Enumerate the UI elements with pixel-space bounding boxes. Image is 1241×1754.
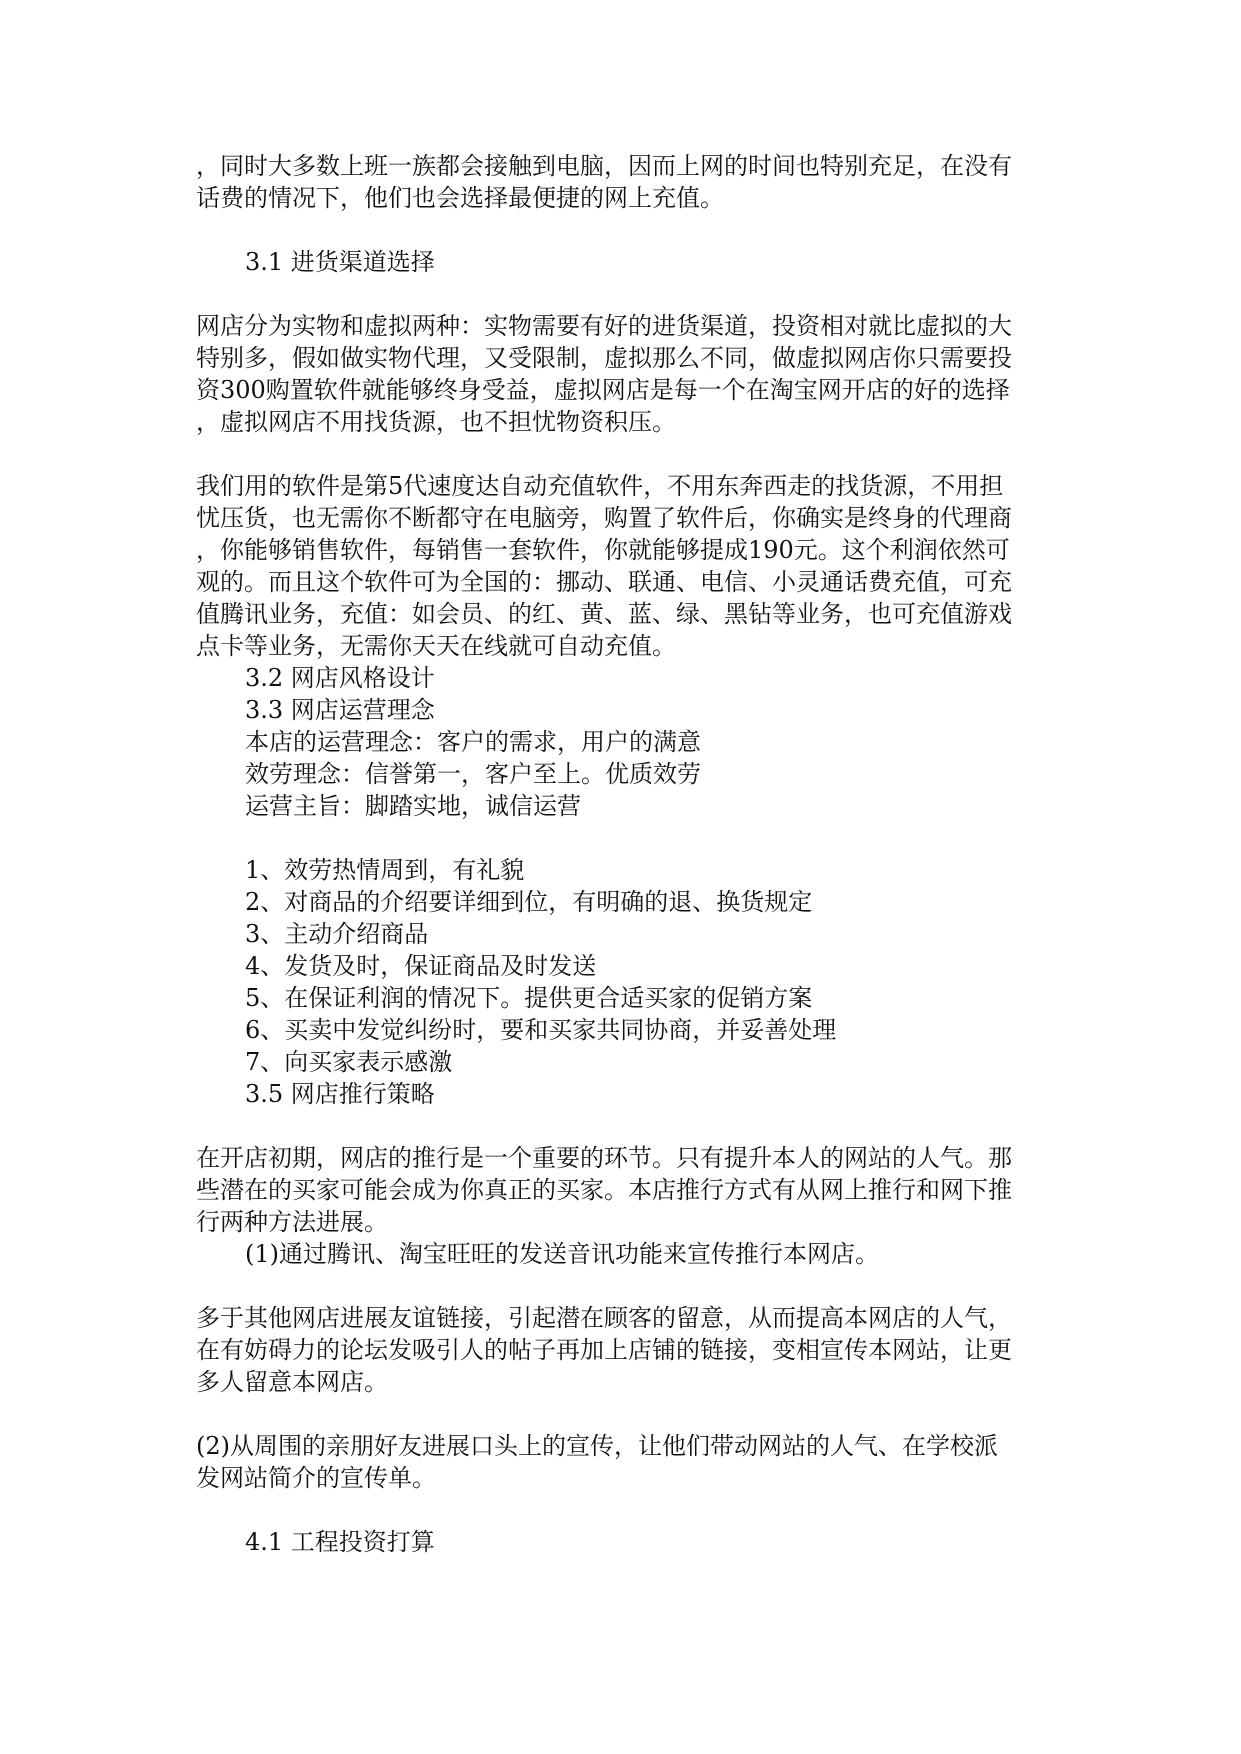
text-line: 7、向买家表示感激 [245,1048,453,1076]
paragraph [196,1430,1056,1494]
text-line: 3、主动介绍商品 [245,920,429,948]
text-line: 在开店初期，网店的推行是一个重要的环节。只有提升本人的网站的人气。那 [196,1144,1012,1172]
text-line: 行两种方法进展。 [196,1208,388,1236]
text-line: 话费的情况下，他们也会选择最便捷的网上充值。 [196,184,724,212]
text-line: 6、买卖中发觉纠纷时，要和买家共同协商，并妥善处理 [245,1016,837,1044]
text-line: 本店的运营理念：客户的需求，用户的满意 [245,728,701,756]
paragraph [196,150,1056,214]
paragraph [196,246,1056,278]
text-line: 3.5 网店推行策略 [245,1080,435,1108]
text-line: 2、对商品的介绍要详细到位，有明确的退、换货规定 [245,888,813,916]
text-line: 3.2 网店风格设计 [245,664,435,692]
paragraph [196,1238,1056,1270]
text-line: ，你能够销售软件，每销售一套软件，你就能够提成190元。这个利润依然可 [196,536,1010,564]
text-line: 特别多，假如做实物代理，又受限制，虚拟那么不同，做虚拟网店你只需要投 [196,344,1012,372]
text-line: 5、在保证利润的情况下。提供更合适买家的促销方案 [245,984,813,1012]
text-line: 观的。而且这个软件可为全国的：挪动、联通、电信、小灵通话费充值，可充 [196,568,1012,596]
text-line: 值腾讯业务，充值：如会员、的红、黄、蓝、绿、黑钻等业务，也可充值游戏 [196,600,1012,628]
text-line: ，同时大多数上班一族都会接触到电脑，因而上网的时间也特别充足，在没有 [196,152,1012,180]
paragraph [196,1526,1056,1558]
text-line: 些潜在的买家可能会成为你真正的买家。本店推行方式有从网上推行和网下推 [196,1176,1012,1204]
text-line: 点卡等业务，无需你天天在线就可自动充值。 [196,632,676,660]
text-line: 忧压货，也无需你不断都守在电脑旁，购置了软件后，你确实是终身的代理商 [196,504,1012,532]
text-line: 效劳理念：信誉第一，客户至上。优质效劳 [245,760,701,788]
paragraph [196,310,1056,438]
text-line: 网店分为实物和虚拟两种：实物需要有好的进货渠道，投资相对就比虚拟的大 [196,312,1012,340]
paragraph-gap [196,438,1056,470]
text-line: 我们用的软件是第5代速度达自动充值软件，不用东奔西走的找货源，不用担 [196,472,1004,500]
paragraph-gap [196,214,1056,246]
text-line: 多于其他网店进展友谊链接，引起潜在顾客的留意，从而提高本网店的人气， [196,1304,1012,1332]
paragraph [196,470,1056,662]
text-line: ，虚拟网店不用找货源，也不担忧物资积压。 [196,408,676,436]
paragraph-gap [196,278,1056,310]
paragraph-gap [196,1494,1056,1526]
text-line: 多人留意本网店。 [196,1368,388,1396]
text-line: 4.1 工程投资打算 [245,1528,435,1556]
text-line: 3.1 进货渠道选择 [245,248,435,276]
text-line: 发网站简介的宣传单。 [196,1464,436,1492]
paragraph [196,854,1056,1110]
document-body [196,150,1056,1558]
text-line: 4、发货及时，保证商品及时发送 [245,952,597,980]
paragraph [196,1142,1056,1238]
text-line: 1、效劳热情周到，有礼貌 [245,856,525,884]
text-line: 运营主旨：脚踏实地，诚信运营 [245,792,581,820]
paragraph-gap [196,1110,1056,1142]
paragraph-gap [196,822,1056,854]
text-line: 在有妨碍力的论坛发吸引人的帖子再加上店铺的链接，变相宣传本网站，让更 [196,1336,1012,1364]
paragraph-gap [196,1398,1056,1430]
text-line: 3.3 网店运营理念 [245,696,435,724]
paragraph-gap [196,1270,1056,1302]
text-line: (2)从周围的亲朋好友进展口头上的宣传，让他们带动网站的人气、在学校派 [196,1432,998,1460]
text-line: (1)通过腾讯、淘宝旺旺的发送音讯功能来宣传推行本网店。 [245,1240,879,1268]
text-line: 资300购置软件就能够终身受益，虚拟网店是每一个在淘宝网开店的好的选择 [196,376,1010,404]
paragraph [196,662,1056,822]
paragraph [196,1302,1056,1398]
